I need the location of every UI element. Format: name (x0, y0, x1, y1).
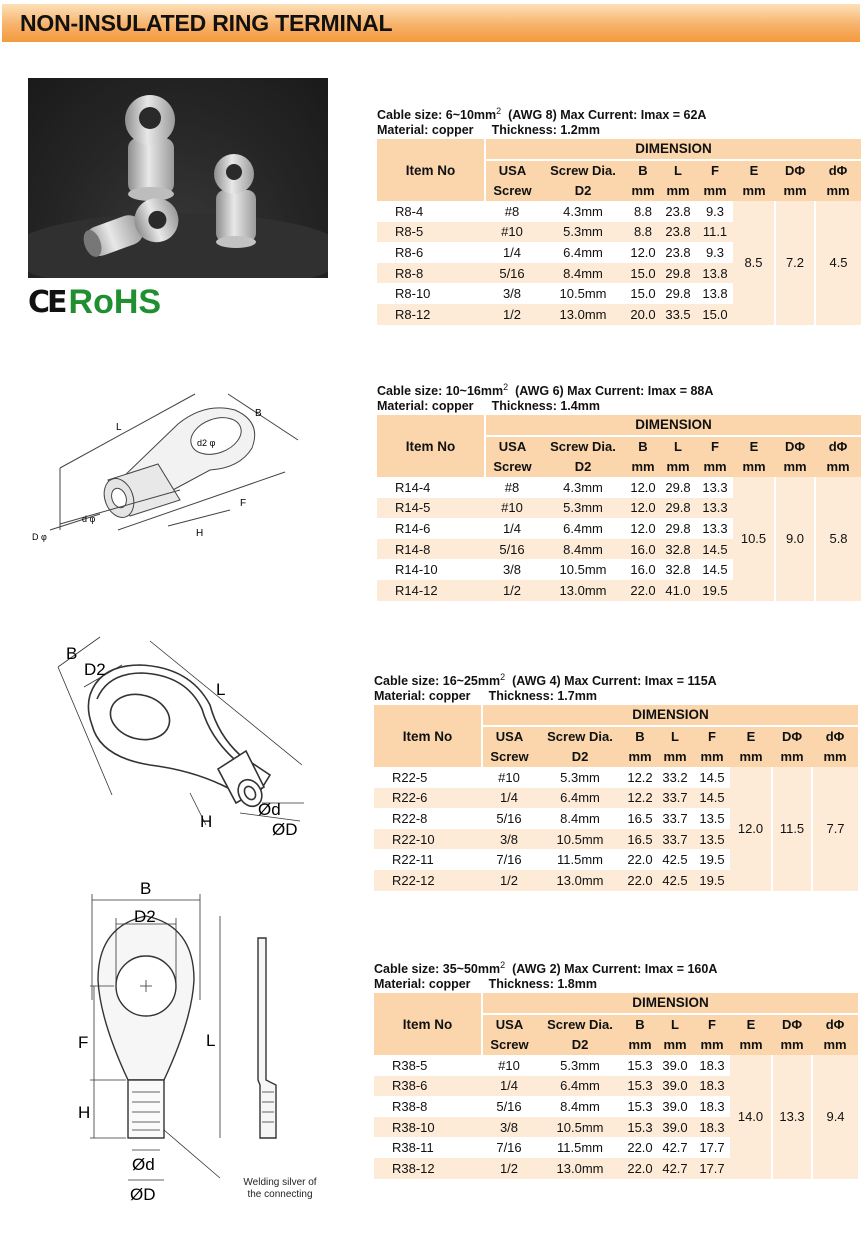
d2-cell: 8.4mm (536, 1096, 624, 1117)
small-d-phi-cell: 9.4 (812, 1055, 858, 1179)
screw-dia-header: Screw Dia. (536, 1014, 624, 1035)
big-d-phi-cell: 11.5 (772, 767, 812, 891)
d2-cell: 5.3mm (536, 767, 624, 788)
welding-note: Welding silver of the connecting (243, 1177, 317, 1200)
item-no-cell: R14-4 (377, 477, 485, 498)
l-cell: 32.8 (659, 539, 697, 560)
cable-info: Cable size: $16\sim 25mm^2$ (AWG 4) Max Current: Imax = 115A (374, 672, 717, 689)
b-cell: 8.8 (627, 222, 659, 243)
ring-terminal-isometric-icon (30, 380, 320, 560)
f-cell: 18.3 (694, 1117, 730, 1138)
small-d-phi-cell: 5.8 (815, 477, 861, 601)
d2-cell: 8.4mm (539, 539, 627, 560)
b-cell: 12.0 (627, 477, 659, 498)
e-header: E (733, 160, 775, 181)
unit-mm: mm (627, 456, 659, 477)
table-row (374, 1055, 858, 1076)
spec-table (374, 993, 858, 1178)
d2-cell: 6.4mm (536, 1076, 624, 1097)
unit-mm: mm (694, 746, 730, 767)
usa-header: USA (485, 436, 539, 457)
f-cell: 11.1 (697, 222, 733, 243)
b-cell: 15.3 (624, 1076, 656, 1097)
l-cell: 42.7 (656, 1158, 694, 1179)
dim-h-label: H (196, 528, 204, 539)
screw-dia-header: Screw Dia. (539, 160, 627, 181)
f-cell: 18.3 (694, 1055, 730, 1076)
e-header: E (730, 1014, 772, 1035)
b-cell: 16.0 (627, 559, 659, 580)
item-no-cell: R38-11 (374, 1137, 482, 1158)
d2-cell: 4.3mm (539, 201, 627, 222)
unit-mm: mm (772, 746, 812, 767)
usa-cell: 1/2 (482, 1158, 536, 1179)
spec-table (374, 705, 858, 890)
dim-l-label: L (116, 422, 122, 433)
l-cell: 39.0 (656, 1096, 694, 1117)
item-no-header: Item No (374, 993, 482, 1055)
b-header: B (624, 726, 656, 747)
dim-b-label: B (140, 880, 152, 898)
spec-section-4 (374, 958, 856, 1179)
spec-section-3 (374, 670, 856, 891)
material-info: Material: copper Thickness: 1.4mm (377, 399, 600, 414)
b-cell: 15.3 (624, 1096, 656, 1117)
b-cell: 15.3 (624, 1117, 656, 1138)
l-cell: 29.8 (659, 498, 697, 519)
dim-od-label: Ød (258, 800, 281, 819)
e-cell: 12.0 (730, 767, 772, 891)
b-cell: 12.0 (627, 518, 659, 539)
l-cell: 33.7 (656, 808, 694, 829)
item-no-cell: R38-6 (374, 1076, 482, 1097)
item-no-cell: R8-10 (377, 283, 485, 304)
usa-cell: 5/16 (482, 1096, 536, 1117)
front-side-drawing (70, 880, 340, 1210)
unit-mm: mm (730, 746, 772, 767)
dim-d2-label: D2 (84, 660, 106, 679)
dim-b-label: B (255, 408, 262, 419)
unit-mm: mm (775, 180, 815, 201)
item-no-cell: R8-4 (377, 201, 485, 222)
b-cell: 12.0 (627, 498, 659, 519)
usa-cell: 1/2 (482, 870, 536, 891)
usa-cell: 3/8 (485, 559, 539, 580)
b-cell: 8.8 (627, 201, 659, 222)
unit-mm: mm (772, 1034, 812, 1055)
e-header: E (730, 726, 772, 747)
b-header: B (624, 1014, 656, 1035)
e-cell: 14.0 (730, 1055, 772, 1179)
usa-cell: 5/16 (485, 539, 539, 560)
b-cell: 22.0 (624, 849, 656, 870)
l-cell: 33.7 (656, 829, 694, 850)
dim-f-label: F (78, 1033, 89, 1052)
usa-cell: 7/16 (482, 1137, 536, 1158)
usa-cell: 1/4 (482, 1076, 536, 1097)
table-row (377, 201, 861, 222)
f-cell: 19.5 (697, 580, 733, 601)
usa-cell: #10 (485, 498, 539, 519)
d2-cell: 10.5mm (539, 559, 627, 580)
f-cell: 13.8 (697, 283, 733, 304)
f-cell: 14.5 (694, 767, 730, 788)
d2-cell: 10.5mm (536, 829, 624, 850)
f-cell: 13.3 (697, 518, 733, 539)
d2-cell: 13.0mm (536, 870, 624, 891)
unit-mm: mm (656, 746, 694, 767)
item-no-cell: R22-11 (374, 849, 482, 870)
d2-cell: 11.5mm (536, 849, 624, 870)
f-cell: 19.5 (694, 849, 730, 870)
d2-cell: 5.3mm (539, 498, 627, 519)
spec-table (377, 139, 861, 324)
b-cell: 16.5 (624, 829, 656, 850)
b-cell: 16.0 (627, 539, 659, 560)
l-cell: 42.5 (656, 849, 694, 870)
f-cell: 14.5 (694, 788, 730, 809)
isometric-drawing (30, 380, 320, 560)
d2-cell: 10.5mm (536, 1117, 624, 1138)
dim-h-label: H (78, 1103, 91, 1122)
material-info: Material: copper Thickness: 1.2mm (377, 123, 600, 138)
dim-h-label: H (200, 812, 213, 831)
f-cell: 17.7 (694, 1137, 730, 1158)
ring-terminal-front-view-icon (70, 880, 340, 1210)
l-header: L (659, 160, 697, 181)
unit-mm: mm (697, 456, 733, 477)
e-cell: 8.5 (733, 201, 775, 325)
l-cell: 42.5 (656, 870, 694, 891)
d2-cell: 10.5mm (539, 283, 627, 304)
big-d-phi-cell: 9.0 (775, 477, 815, 601)
unit-mm: mm (659, 180, 697, 201)
f-cell: 14.5 (697, 559, 733, 580)
item-no-header: Item No (377, 139, 485, 201)
usa-cell: 1/4 (485, 518, 539, 539)
d2-cell: 5.3mm (536, 1055, 624, 1076)
dim-dphi-label: d φ (82, 514, 96, 524)
unit-mm: mm (656, 1034, 694, 1055)
b-cell: 12.2 (624, 788, 656, 809)
l-cell: 29.8 (659, 518, 697, 539)
item-no-cell: R22-10 (374, 829, 482, 850)
unit-mm: mm (694, 1034, 730, 1055)
usa-cell: #10 (482, 767, 536, 788)
e-header: E (733, 436, 775, 457)
usa-cell: #10 (482, 1055, 536, 1076)
usa-cell: 1/2 (485, 304, 539, 325)
dimension-header: DIMENSION (482, 705, 858, 726)
item-no-cell: R38-8 (374, 1096, 482, 1117)
cable-info: Cable size: $10\sim 16mm^2$ (AWG 6) Max Current: Imax = 88A (377, 382, 714, 399)
d2-cell: 6.4mm (539, 242, 627, 263)
header-banner (2, 4, 860, 42)
l-cell: 32.8 (659, 559, 697, 580)
usa-header: USA (482, 726, 536, 747)
big-d-phi-header: DΦ (775, 436, 815, 457)
b-cell: 12.2 (624, 767, 656, 788)
dim-f-label: F (240, 498, 247, 509)
item-no-header: Item No (374, 705, 482, 767)
d2-header: D2 (536, 746, 624, 767)
l-header: L (656, 726, 694, 747)
big-d-phi-cell: 13.3 (772, 1055, 812, 1179)
usa-header: USA (485, 160, 539, 181)
item-no-cell: R22-6 (374, 788, 482, 809)
l-cell: 23.8 (659, 242, 697, 263)
unit-mm: mm (624, 1034, 656, 1055)
l-cell: 29.8 (659, 477, 697, 498)
usa-cell: 1/4 (485, 242, 539, 263)
item-no-cell: R8-6 (377, 242, 485, 263)
dim-big-dphi-label: D φ (32, 532, 47, 542)
f-cell: 18.3 (694, 1076, 730, 1097)
product-photo (28, 78, 328, 278)
l-cell: 23.8 (659, 222, 697, 243)
usa-cell: 1/4 (482, 788, 536, 809)
table-row (374, 767, 858, 788)
l-cell: 33.2 (656, 767, 694, 788)
usa-cell: 1/2 (485, 580, 539, 601)
f-cell: 13.3 (697, 477, 733, 498)
d2-cell: 5.3mm (539, 222, 627, 243)
small-d-phi-cell: 4.5 (815, 201, 861, 325)
spec-table (377, 415, 861, 600)
d2-cell: 4.3mm (539, 477, 627, 498)
big-d-phi-header: DΦ (775, 160, 815, 181)
d2-cell: 6.4mm (539, 518, 627, 539)
l-cell: 29.8 (659, 283, 697, 304)
f-cell: 9.3 (697, 201, 733, 222)
l-cell: 42.7 (656, 1137, 694, 1158)
spec-section-2 (377, 380, 859, 601)
dimension-header: DIMENSION (485, 139, 861, 160)
ce-mark-logo: CE (28, 285, 65, 320)
b-cell: 20.0 (627, 304, 659, 325)
item-no-header: Item No (377, 415, 485, 477)
d2-header: D2 (536, 1034, 624, 1055)
cable-info: Cable size: $35\sim 50mm^2$ (AWG 2) Max Current: Imax = 160A (374, 960, 718, 977)
cable-info: Cable size: $6\sim 10mm^2$ (AWG 8) Max Current: Imax = 62A (377, 106, 707, 123)
b-cell: 16.5 (624, 808, 656, 829)
f-cell: 13.3 (697, 498, 733, 519)
item-no-cell: R14-12 (377, 580, 485, 601)
small-d-phi-header: dΦ (812, 1014, 858, 1035)
l-cell: 39.0 (656, 1117, 694, 1138)
item-no-cell: R8-5 (377, 222, 485, 243)
small-d-phi-header: dΦ (812, 726, 858, 747)
d2-cell: 6.4mm (536, 788, 624, 809)
l-cell: 29.8 (659, 263, 697, 284)
big-d-phi-header: DΦ (772, 1014, 812, 1035)
dimension-header: DIMENSION (482, 993, 858, 1014)
usa-cell: 3/8 (482, 1117, 536, 1138)
f-cell: 13.5 (694, 808, 730, 829)
item-no-cell: R38-5 (374, 1055, 482, 1076)
table-row (377, 477, 861, 498)
e-cell: 10.5 (733, 477, 775, 601)
usa-cell: #10 (485, 222, 539, 243)
unit-mm: mm (624, 746, 656, 767)
spec-section-1 (377, 104, 859, 325)
d2-cell: 13.0mm (539, 580, 627, 601)
d2-cell: 13.0mm (536, 1158, 624, 1179)
dim-od-label: Ød (132, 1155, 155, 1174)
f-header: F (697, 436, 733, 457)
usa-cell: 3/8 (485, 283, 539, 304)
page-title: NON-INSULATED RING TERMINAL (20, 10, 393, 36)
item-no-cell: R38-10 (374, 1117, 482, 1138)
b-header: B (627, 160, 659, 181)
ring-terminal-photo-icon (28, 78, 328, 278)
l-header: L (656, 1014, 694, 1035)
item-no-cell: R8-8 (377, 263, 485, 284)
l-header: L (659, 436, 697, 457)
screw-header: Screw (482, 746, 536, 767)
unit-mm: mm (627, 180, 659, 201)
unit-mm: mm (697, 180, 733, 201)
l-cell: 23.8 (659, 201, 697, 222)
d2-cell: 8.4mm (539, 263, 627, 284)
item-no-cell: R14-10 (377, 559, 485, 580)
f-cell: 19.5 (694, 870, 730, 891)
unit-mm: mm (733, 456, 775, 477)
l-cell: 33.5 (659, 304, 697, 325)
f-header: F (694, 726, 730, 747)
f-header: F (697, 160, 733, 181)
d2-cell: 13.0mm (539, 304, 627, 325)
dim-d2-label: D2 (134, 907, 156, 926)
item-no-cell: R14-5 (377, 498, 485, 519)
f-cell: 13.5 (694, 829, 730, 850)
usa-cell: 5/16 (485, 263, 539, 284)
dim-l-label: L (216, 680, 226, 699)
big-d-phi-cell: 7.2 (775, 201, 815, 325)
screw-header: Screw (482, 1034, 536, 1055)
b-cell: 15.3 (624, 1055, 656, 1076)
f-cell: 17.7 (694, 1158, 730, 1179)
unit-mm: mm (815, 180, 861, 201)
small-d-phi-cell: 7.7 (812, 767, 858, 891)
item-no-cell: R14-6 (377, 518, 485, 539)
b-cell: 22.0 (624, 870, 656, 891)
item-no-cell: R22-8 (374, 808, 482, 829)
unit-mm: mm (812, 746, 858, 767)
screw-dia-header: Screw Dia. (539, 436, 627, 457)
d2-cell: 11.5mm (536, 1137, 624, 1158)
b-cell: 22.0 (624, 1158, 656, 1179)
f-cell: 14.5 (697, 539, 733, 560)
d2-header: D2 (539, 180, 627, 201)
screw-dia-header: Screw Dia. (536, 726, 624, 747)
dim-d2phi-label: d2 φ (197, 438, 216, 448)
dim-l-label: L (206, 1031, 216, 1050)
unit-mm: mm (733, 180, 775, 201)
d2-header: D2 (539, 456, 627, 477)
b-cell: 22.0 (624, 1137, 656, 1158)
f-cell: 18.3 (694, 1096, 730, 1117)
l-cell: 33.7 (656, 788, 694, 809)
item-no-cell: R8-12 (377, 304, 485, 325)
screw-header: Screw (485, 180, 539, 201)
usa-cell: 7/16 (482, 849, 536, 870)
perspective-drawing (40, 625, 340, 840)
b-cell: 15.0 (627, 263, 659, 284)
unit-mm: mm (730, 1034, 772, 1055)
d2-cell: 8.4mm (536, 808, 624, 829)
dim-b-label: B (66, 644, 78, 663)
material-info: Material: copper Thickness: 1.8mm (374, 977, 597, 992)
usa-cell: 3/8 (482, 829, 536, 850)
rohs-logo: RoHS (68, 283, 162, 321)
b-cell: 12.0 (627, 242, 659, 263)
l-cell: 41.0 (659, 580, 697, 601)
f-header: F (694, 1014, 730, 1035)
item-no-cell: R22-12 (374, 870, 482, 891)
dimension-header: DIMENSION (485, 415, 861, 436)
material-info: Material: copper Thickness: 1.7mm (374, 689, 597, 704)
dim-oD-label: ØD (130, 1185, 156, 1204)
unit-mm: mm (815, 456, 861, 477)
usa-header: USA (482, 1014, 536, 1035)
f-cell: 15.0 (697, 304, 733, 325)
usa-cell: 5/16 (482, 808, 536, 829)
certification-logos (28, 283, 188, 327)
small-d-phi-header: dΦ (815, 436, 861, 457)
unit-mm: mm (775, 456, 815, 477)
unit-mm: mm (812, 1034, 858, 1055)
b-cell: 15.0 (627, 283, 659, 304)
ring-terminal-outline-icon (40, 625, 340, 840)
f-cell: 13.8 (697, 263, 733, 284)
b-cell: 22.0 (627, 580, 659, 601)
usa-cell: #8 (485, 201, 539, 222)
f-cell: 9.3 (697, 242, 733, 263)
item-no-cell: R22-5 (374, 767, 482, 788)
unit-mm: mm (659, 456, 697, 477)
l-cell: 39.0 (656, 1055, 694, 1076)
small-d-phi-header: dΦ (815, 160, 861, 181)
b-header: B (627, 436, 659, 457)
big-d-phi-header: DΦ (772, 726, 812, 747)
item-no-cell: R14-8 (377, 539, 485, 560)
item-no-cell: R38-12 (374, 1158, 482, 1179)
dim-oD-label: ØD (272, 820, 298, 839)
l-cell: 39.0 (656, 1076, 694, 1097)
usa-cell: #8 (485, 477, 539, 498)
screw-header: Screw (485, 456, 539, 477)
